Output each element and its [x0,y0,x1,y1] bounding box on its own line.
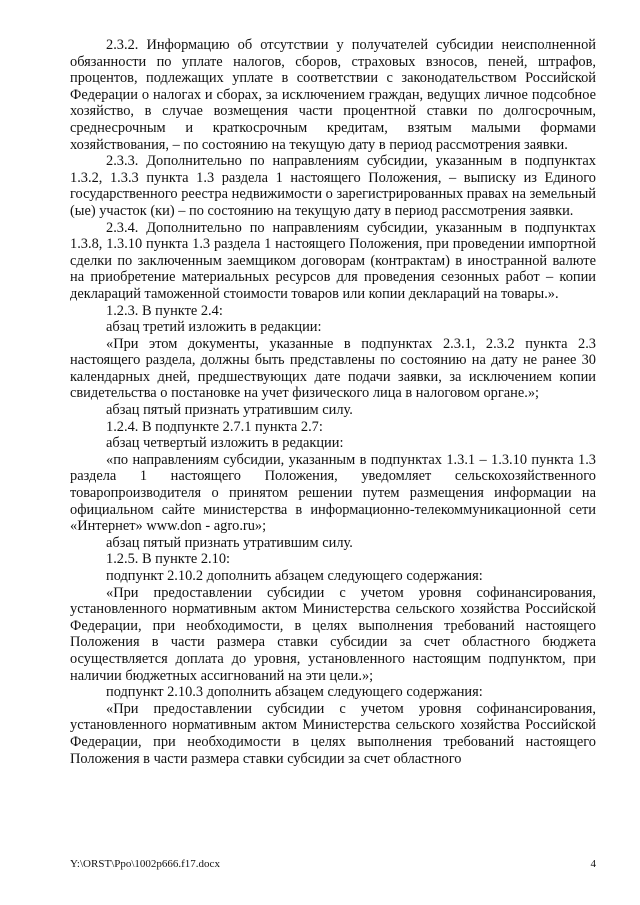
paragraph-quote-cofinancing-2: «При предоставлении субсидии с учетом уровня софинансирования, установленного нормативным актом Министерства сельского хозяйства Российской Федерации, при необходимости в целях выполнения требований настоящего Положения в части размера ставки субсидии за счет областного [70,700,596,767]
paragraph-1-2-4: 1.2.4. В подпункте 2.7.1 пункта 2.7: [106,418,323,435]
paragraph-2-3-2: 2.3.2. Информацию об отсутствии у получателей субсидии неисполненной обязанности по уплате налогов, сборов, страховых взносов, пеней, штрафов, процентов, подлежащих уплате в соответствии с законодательством Российской Федерации о налогах и сборах, за исключением граждан, ведущих личное подсобное хозяйство, в случае возмещения части процентной ставки по долгосрочным, среднесрочным и краткосрочным кредитам, взятым малыми формами хозяйствования, – по состоянию на текущую дату в период рассмотрения заявки. [70,37,596,153]
paragraph-1-2-5: 1.2.5. В пункте 2.10: [106,551,231,568]
file-path: Y:\ORST\Ppo\1002p666.f17.docx [70,858,220,870]
page-footer [70,858,596,871]
paragraph-quote-cofinancing-1: «При предоставлении субсидии с учетом уровня софинансирования, установленного нормативным актом Министерства сельского хозяйства Российской Федерации, при необходимости, в целях выполнения требований настоящего Положения в части размера ставки субсидии за счет областного бюджета осуществляется доплата до уровня, установленного настоящим подпунктом, при наличии бюджетных ассигнований на эти цели.»; [70,584,596,684]
paragraph-quote-documents: «При этом документы, указанные в подпунктах 2.3.1, 2.3.2 пункта 2.3 настоящего раздела, должны быть представлены по состоянию на дату не ранее 30 календарных дней, предшествующих дате подачи заявки, за исключением копии свидетельства о постановке на учет физического лица в налоговом органе.»; [70,335,596,402]
paragraph-abzac-pyatyj-1: абзац пятый признать утратившим силу. [106,402,353,419]
document-body [70,37,596,767]
paragraph-1-2-3: 1.2.3. В пункте 2.4: [106,302,223,319]
paragraph-2-3-3: 2.3.3. Дополнительно по направлениям субсидии, указанным в подпунктах 1.3.2, 1.3.3 пункта 1.3 раздела 1 настоящего Положения, – выписку из Единого государственного реестра недвижимости о зарегистрированных правах на земельный (ые) участок (ки) – по состоянию на текущую дату в период рассмотрения заявки. [70,153,596,219]
page-number: 4 [590,858,596,870]
paragraph-2-10-2: подпункт 2.10.2 дополнить абзацем следующего содержания: [106,568,483,584]
paragraph-abzac-pyatyj-2: абзац пятый признать утратившим силу. [106,534,353,551]
paragraph-abzac-tretij: абзац третий изложить в редакции: [106,319,322,336]
paragraph-2-3-4: 2.3.4. Дополнительно по направлениям субсидии, указанным в подпунктах 1.3.8, 1.3.10 пункта 1.3 раздела 1 настоящего Положения, при проведении импортной сделки по заключенным заемщиком договорам (контрактам) в иностранной валюте на приобретение материальных ресурсов для проведения сезонных работ – копии деклараций таможенной стоимости товаров или копии деклараций на товары.». [70,219,596,302]
paragraph-quote-notification: «по направлениям субсидии, указанным в подпунктах 1.3.1 – 1.3.10 пункта 1.3 раздела 1 настоящего Положения, уведомляет сельскохозяйственного товаропроизводителя о принятом решении путем размещения информации на официальном сайте министерства в информационно-телекоммуникационной сети «Интернет» www.don - agro.ru»; [70,451,596,535]
paragraph-2-10-3: подпункт 2.10.3 дополнить абзацем следующего содержания: [106,684,483,701]
paragraph-abzac-chetvertyj: абзац четвертый изложить в редакции: [106,435,344,452]
